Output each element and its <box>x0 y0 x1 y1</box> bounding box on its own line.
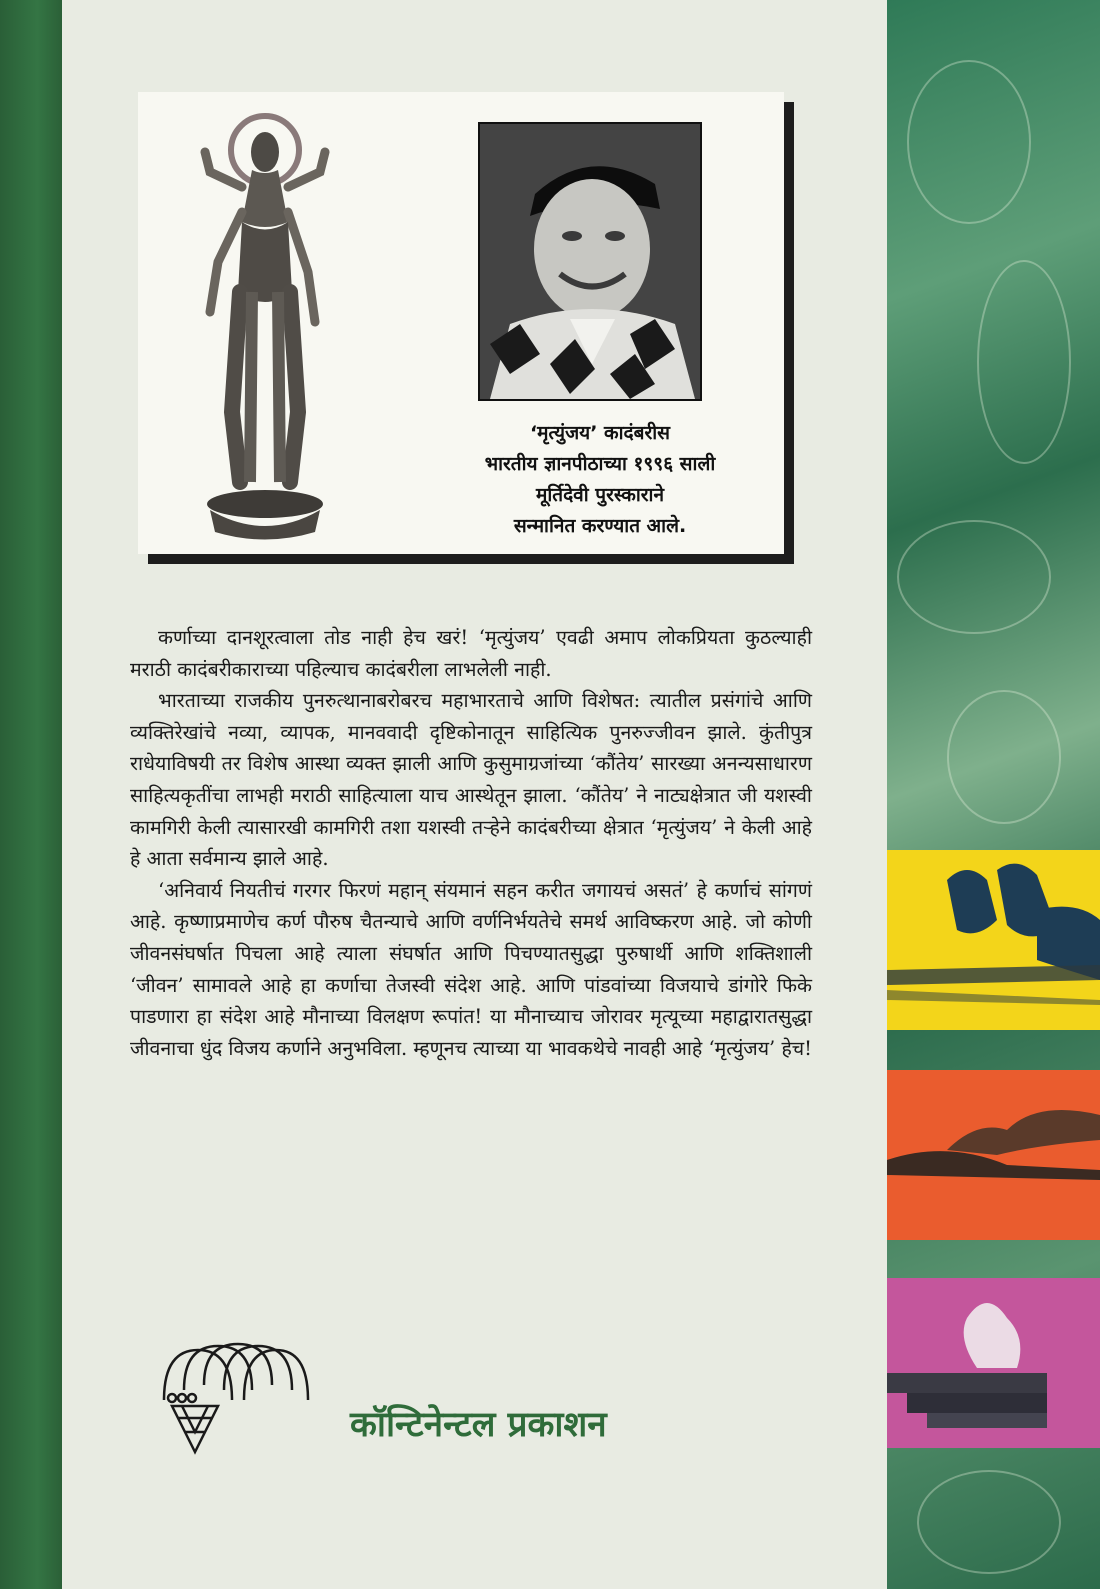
goddess-statue-image <box>190 112 340 542</box>
award-caption <box>430 418 770 542</box>
orange-art-band <box>887 1070 1100 1240</box>
caption-line: सन्मानित करण्यात आले. <box>513 515 687 537</box>
caption-line: भारतीय ज्ञानपीठाच्या १९९६ साली <box>484 453 716 475</box>
publisher-name: कॉन्टिनेन्टल प्रकाशन <box>350 1405 607 1445</box>
blurb-paragraph: ‘अनिवार्य नियतीचं गरगर फिरणं महान् संयमानं सहन करीत जगायचं असतं’ हे कर्णाचं सांगणं आहे. कृष्णाप्रमाणेच कर्ण पौरुष चैतन्याचे आणि वर्णनिर्भयतेचे समर्थ आविष्करण आहे. जो कोणी जीवनसंघर्षात पिचला आहे त्याला संघर्षात आणि पिचण्यातसुद्धा पुरुषार्थी आणि शक्तिशाली ‘जीवन’ सामावले आहे हा कर्णाचा तेजस्वी संदेश आहे. आणि पांडवांच्या विजयाचे डांगोरे फिके पाडणारा हा संदेश आहे मौनाच्या विलक्षण रूपांत! या मौनाच्याच जोरावर मृत्यूच्या महाद्वारातसुद्धा जीवनाचा धुंद विजय कर्णाने अनुभविला. म्हणूनच त्याच्या या भावकथेचे नावही आहे ‘मृत्युंजय’ हेच! <box>130 878 813 1060</box>
caption-line: ‘मृत्युंजय’ कादंबरीस <box>529 422 671 444</box>
yellow-art-band <box>887 850 1100 1030</box>
author-portrait-image <box>478 122 702 401</box>
publisher-logo-icon <box>158 1340 313 1460</box>
left-spine-strip <box>0 0 62 1589</box>
blurb-paragraph: भारताच्या राजकीय पुनरुत्थानाबरोबरच महाभारताचे आणि विशेषत: त्यातील प्रसंगांचे आणि व्यक्तिरेखांचे नव्या, व्यापक, मानववादी दृष्टिकोनातून साहित्यिक पुनरुज्जीवन झाले. कुंतीपुत्र राधेयाविषयी तर विशेष आस्था व्यक्त झाली आणि कुसुमाग्रजांच्या ‘कौंतेय’ सारख्या अनन्यसाधारण साहित्यकृतींचा लाभही मराठी साहित्याला याच आस्थेतून झाला. ‘कौंतेय’ ने नाट्यक्षेत्रात जी यशस्वी कामगिरी केली त्यासारखी कामगिरी तशा यशस्वी तऱ्हेने कादंबरीच्या क्षेत्रात ‘मृत्युंजय’ ने केली आहे हे आता सर्वमान्य झाले आहे. <box>130 689 812 871</box>
pink-art-band <box>887 1278 1100 1448</box>
blurb-paragraph: कर्णाच्या दानशूरत्वाला तोड नाही हेच खरं! ‘मृत्युंजय’ एवढी अमाप लोकप्रियता कुठल्याही मराठी कादंबरीकाराच्या पहिल्याच कादंबरीला लाभलेली नाही. <box>130 626 812 681</box>
decorative-cover-strip <box>887 0 1100 1589</box>
blurb-text <box>130 622 812 1064</box>
caption-line: मूर्तिदेवी पुरस्काराने <box>535 484 664 506</box>
